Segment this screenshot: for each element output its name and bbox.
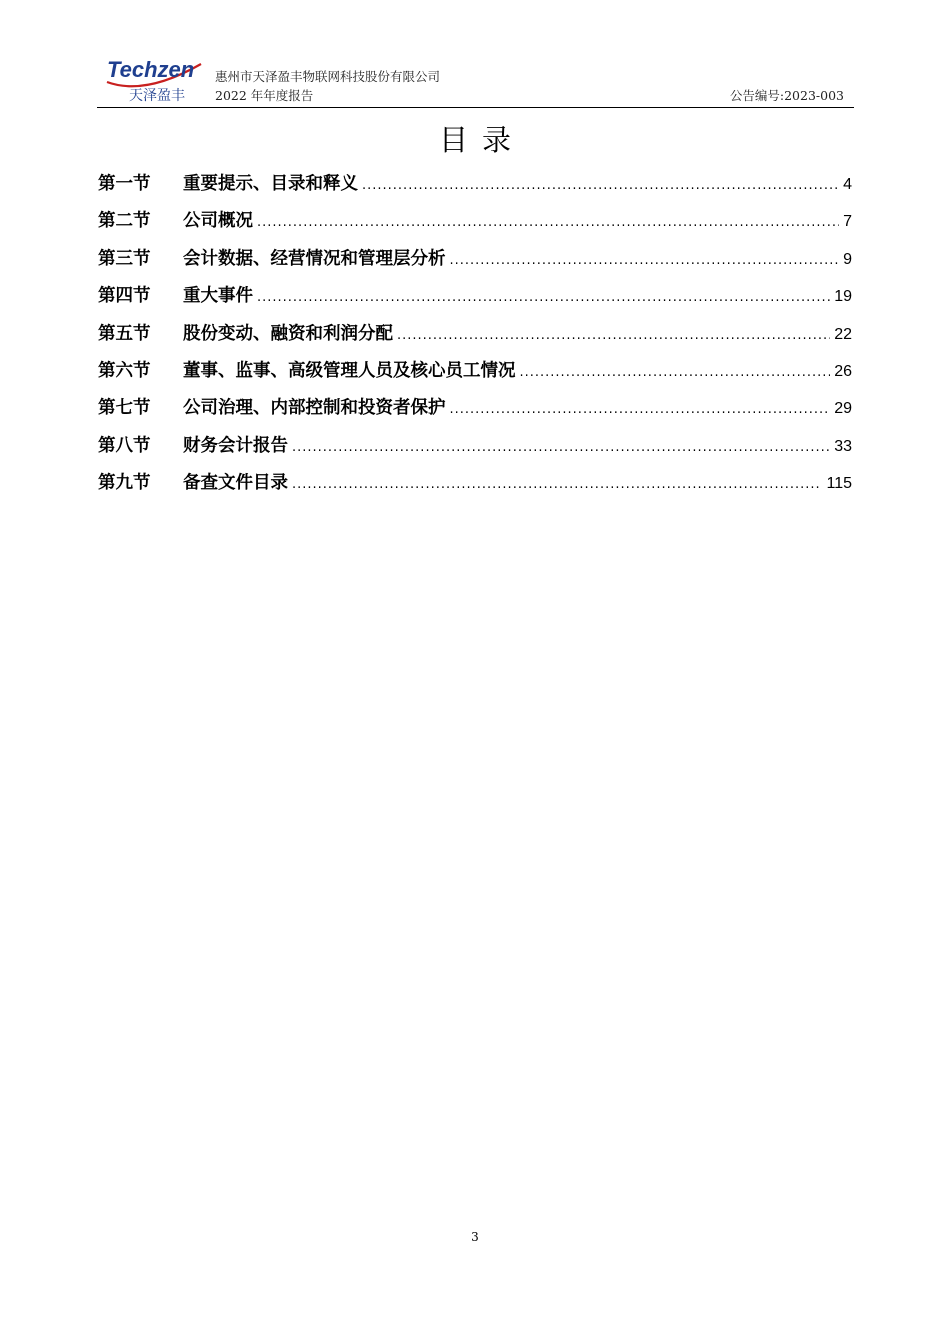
- toc-entry-7[interactable]: [98, 390, 852, 427]
- toc-section: 第一节: [98, 174, 151, 194]
- toc-page: 115: [826, 475, 852, 493]
- toc-entry-2[interactable]: [98, 203, 852, 240]
- toc-leader: [257, 279, 830, 316]
- toc-leader: [450, 391, 831, 428]
- page-title: 目录: [438, 123, 525, 157]
- toc-page: 4: [843, 176, 852, 193]
- toc-entry-5[interactable]: [98, 316, 852, 353]
- toc-title: 公司概况: [183, 211, 253, 232]
- toc-page: 22: [834, 325, 852, 343]
- toc-leader: [292, 466, 822, 503]
- toc-title: 公司治理、内部控制和投资者保护: [183, 398, 446, 419]
- toc-leader: [450, 242, 840, 279]
- logo-text: Techzen: [107, 57, 195, 82]
- page-number: 3: [471, 1230, 479, 1244]
- toc-title: 董事、监事、高级管理人员及核心员工情况: [183, 360, 516, 381]
- company-name: 惠州市天泽盈丰物联网科技股份有限公司: [215, 69, 441, 84]
- toc-page: 19: [834, 288, 852, 306]
- toc-leader: [292, 429, 830, 466]
- page-header: [97, 50, 854, 108]
- logo-cn-text: 天泽盈丰: [129, 88, 185, 104]
- toc-page: 9: [843, 250, 852, 268]
- toc-title: 重大事件: [183, 286, 253, 307]
- toc-entry-9[interactable]: [98, 465, 852, 502]
- toc-title: 备查文件目录: [183, 473, 288, 494]
- toc-title: 股份变动、融资和利润分配: [183, 323, 393, 344]
- toc-section: 第五节: [98, 323, 151, 344]
- toc-leader: [520, 354, 831, 391]
- toc-leader: [257, 204, 839, 241]
- table-of-contents: [98, 166, 852, 503]
- toc-entry-1[interactable]: [98, 166, 852, 203]
- toc-title: 会计数据、经营情况和管理层分析: [183, 248, 446, 269]
- toc-title: 重要提示、目录和释义: [183, 174, 358, 194]
- toc-section: 第七节: [98, 398, 151, 419]
- toc-page: 29: [834, 400, 852, 418]
- toc-leader: [397, 317, 830, 354]
- toc-section: 第二节: [98, 211, 151, 232]
- toc-page: 7: [843, 213, 852, 231]
- toc-entry-3[interactable]: [98, 241, 852, 278]
- toc-section: 第三节: [98, 248, 151, 269]
- toc-section: 第六节: [98, 360, 151, 381]
- company-logo: [105, 52, 205, 104]
- toc-section: 第八节: [98, 435, 151, 456]
- toc-page: 26: [834, 362, 852, 380]
- toc-section: 第四节: [98, 286, 151, 307]
- toc-title: 财务会计报告: [183, 435, 288, 456]
- toc-entry-4[interactable]: [98, 278, 852, 315]
- toc-entry-8[interactable]: [98, 428, 852, 465]
- toc-entry-6[interactable]: [98, 353, 852, 390]
- toc-page: 33: [834, 437, 852, 455]
- announcement-number: 公告编号:2023-003: [729, 88, 844, 103]
- report-name: 2022 年年度报告: [215, 88, 314, 103]
- toc-section: 第九节: [98, 473, 151, 494]
- toc-leader: [362, 167, 839, 204]
